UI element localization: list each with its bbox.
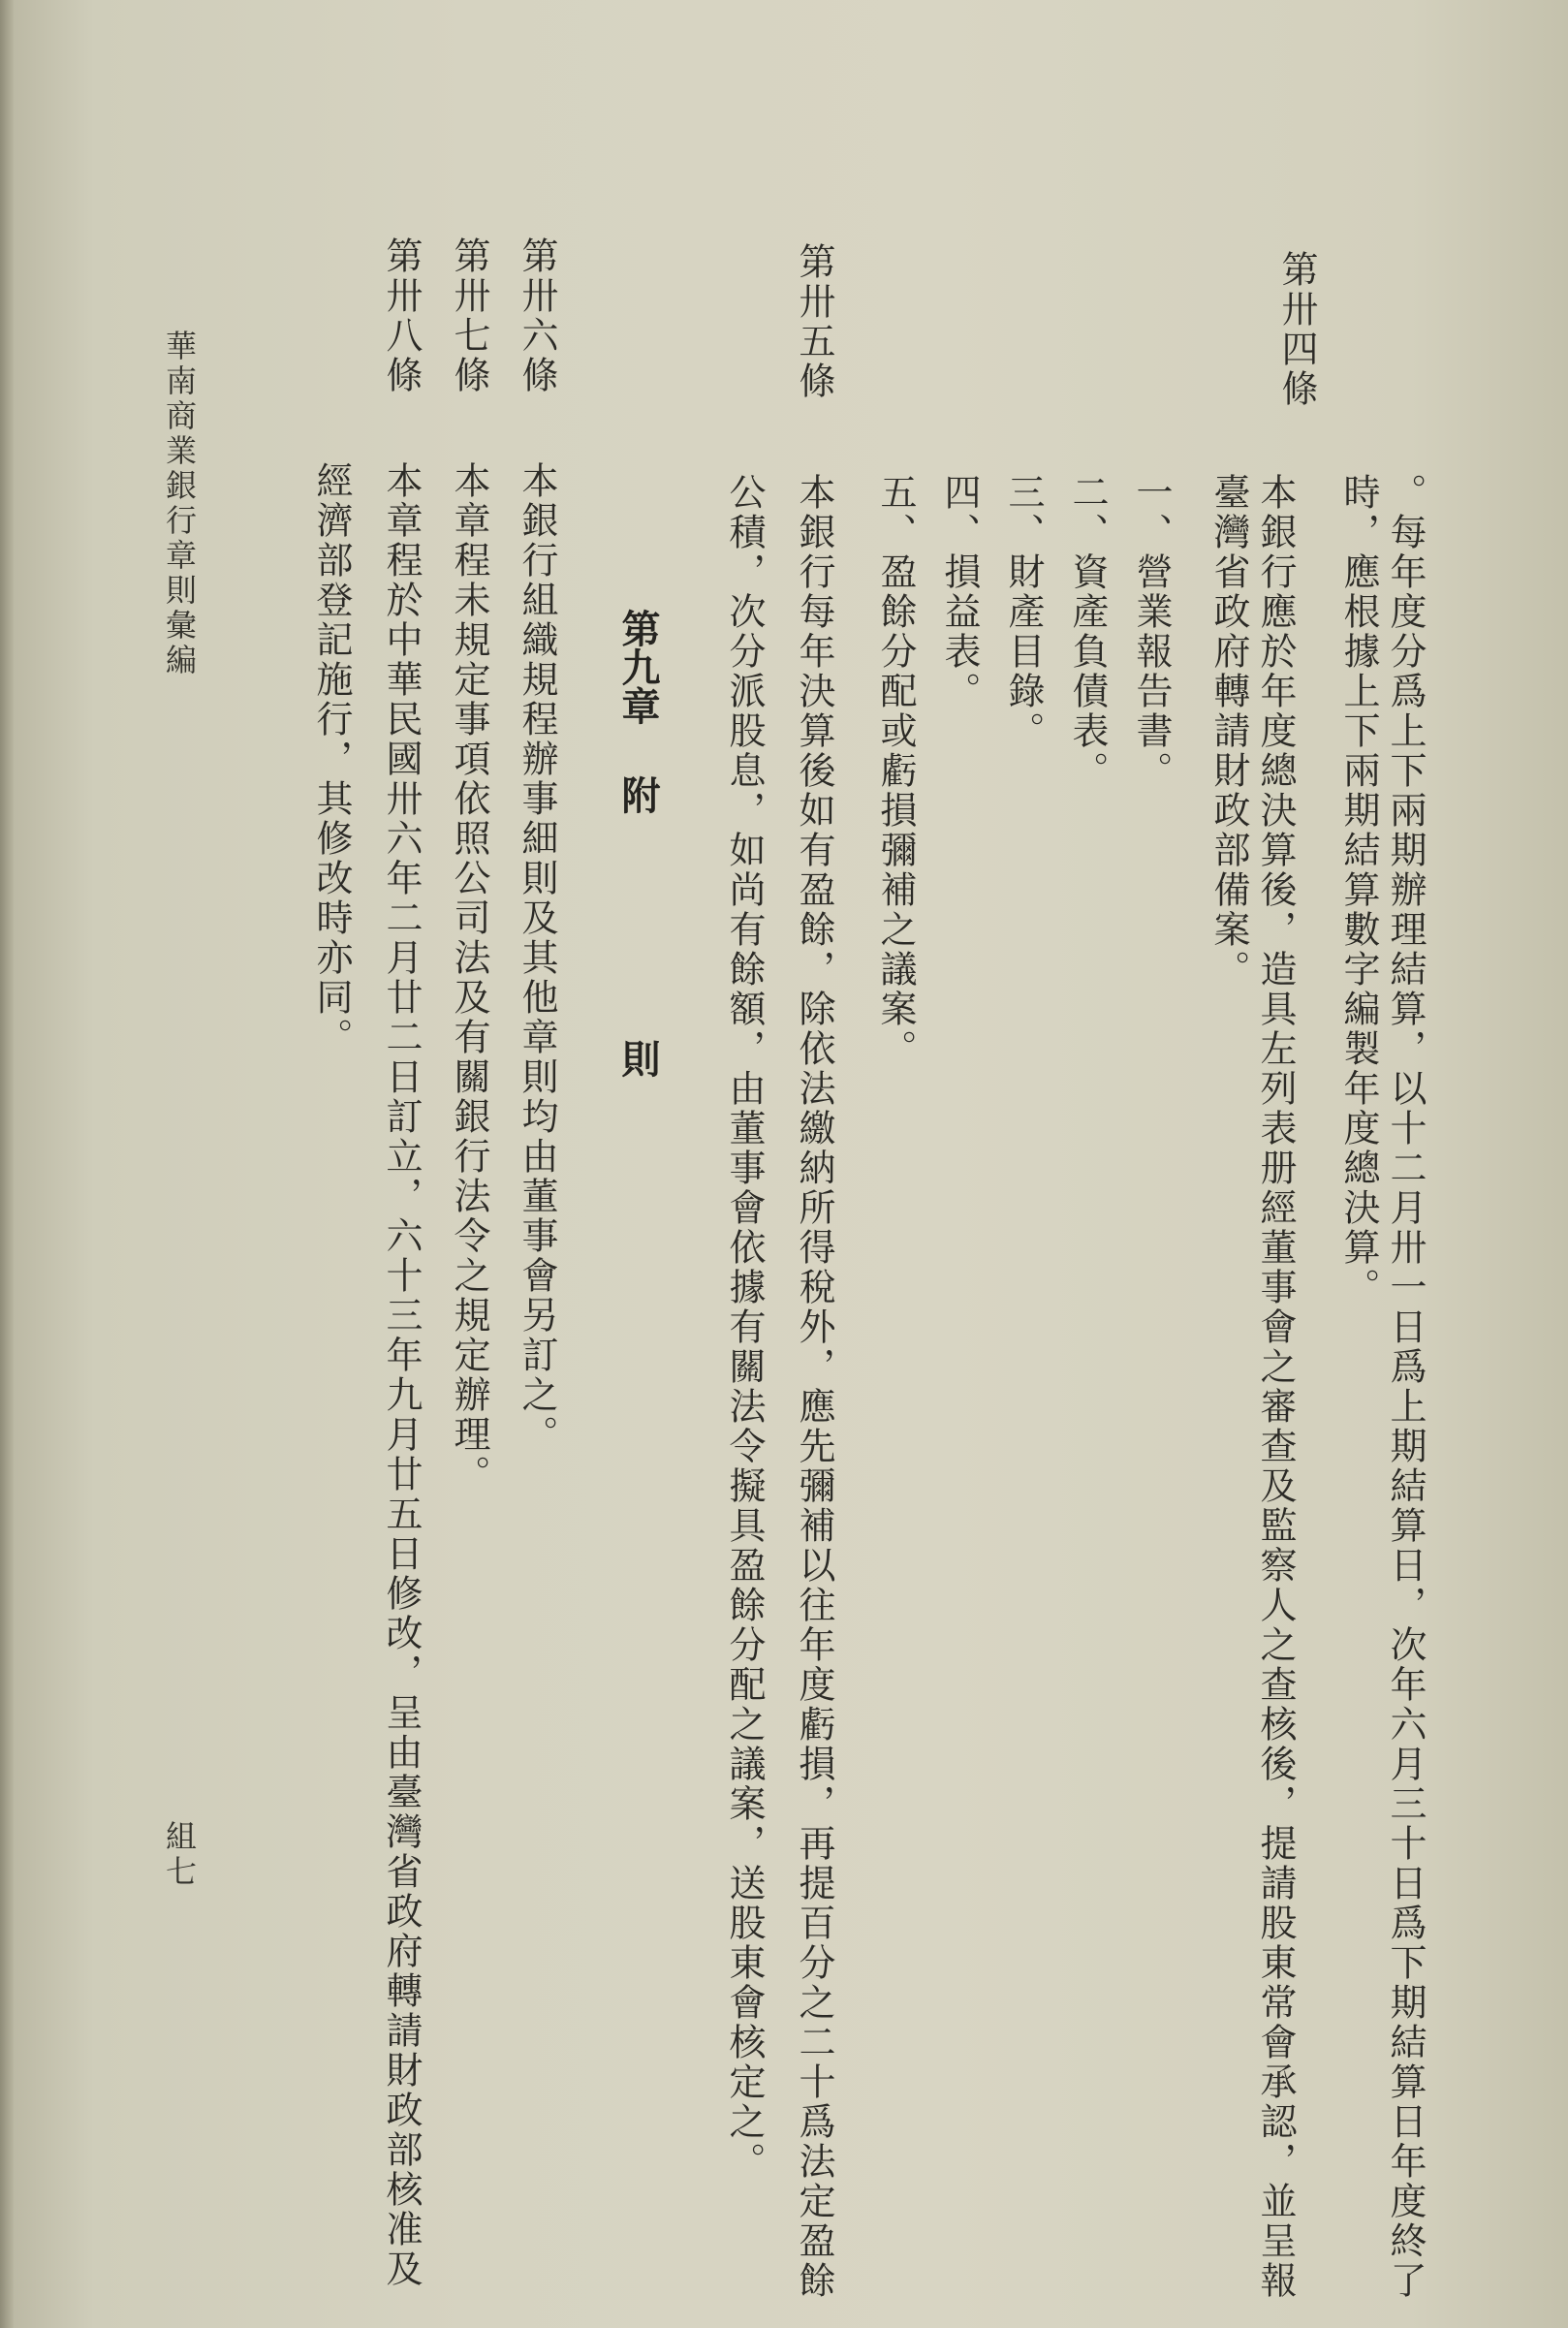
article-35-line-2: 公積，次分派股息，如尚有餘額，由董事會依據有關法令擬具盈餘分配之議案，送股東會核定之。 bbox=[723, 473, 766, 2182]
chapter-9-number: 第九章 bbox=[615, 609, 660, 725]
chapter-9-title-1: 附 bbox=[615, 775, 660, 814]
article-34-item-1: 一、營業報告書。 bbox=[1130, 473, 1173, 791]
article-36-label: 第卅六條 bbox=[516, 236, 558, 395]
article-34-item-3: 三、財產目錄。 bbox=[1002, 473, 1045, 751]
book-title: 華南商業銀行章則彙編 bbox=[161, 330, 198, 678]
article-33-line-1: 。每年度分爲上下兩期辦理結算，以十二月卅一日爲上期結算日，次年六月三十日爲下期結算日年度終了 bbox=[1384, 473, 1427, 2301]
article-38-label: 第卅八條 bbox=[380, 236, 423, 395]
article-34-line-2: 臺灣省政府轉請財政部備案。 bbox=[1207, 473, 1250, 990]
article-38-line-1: 本章程於中華民國卅六年二月廿二日訂立，六十三年九月廿五日修改，呈由臺灣省政府轉請財政部核准及 bbox=[380, 461, 423, 2289]
article-34-item-2: 二、資產負債表。 bbox=[1066, 473, 1109, 791]
article-34-item-5: 五、盈餘分配或虧損彌補之議案。 bbox=[874, 473, 917, 1069]
article-34-line-1: 本銀行應於年度總決算後，造具左列表册經董事會之審查及監察人之查核後，提請股東常會承認，並呈報 bbox=[1254, 473, 1297, 2301]
article-35-label: 第卅五條 bbox=[793, 242, 835, 401]
page-binding-edge bbox=[0, 0, 14, 2328]
article-34-label: 第卅四條 bbox=[1275, 250, 1318, 409]
chapter-9-title-2: 則 bbox=[615, 1039, 660, 1078]
article-33-line-2: 時，應根據上下兩期結算數字編製年度總決算。 bbox=[1337, 473, 1380, 1307]
page-number: 組七 bbox=[161, 1820, 198, 1890]
article-34-item-4: 四、損益表。 bbox=[938, 473, 981, 711]
article-37-line-1: 本章程未規定事項依照公司法及有關銀行法令之規定辦理。 bbox=[448, 461, 490, 1494]
article-38-line-2: 經濟部登記施行，其修改時亦同。 bbox=[310, 461, 353, 1057]
article-36-line-1: 本銀行組織規程辦事細則及其他章則均由董事會另訂之。 bbox=[516, 461, 558, 1455]
article-37-label: 第卅七條 bbox=[448, 236, 490, 395]
article-35-line-1: 本銀行每年決算後如有盈餘，除依法繳納所得稅外，應先彌補以往年度虧損，再提百分之二十爲法定盈餘 bbox=[793, 473, 835, 2301]
